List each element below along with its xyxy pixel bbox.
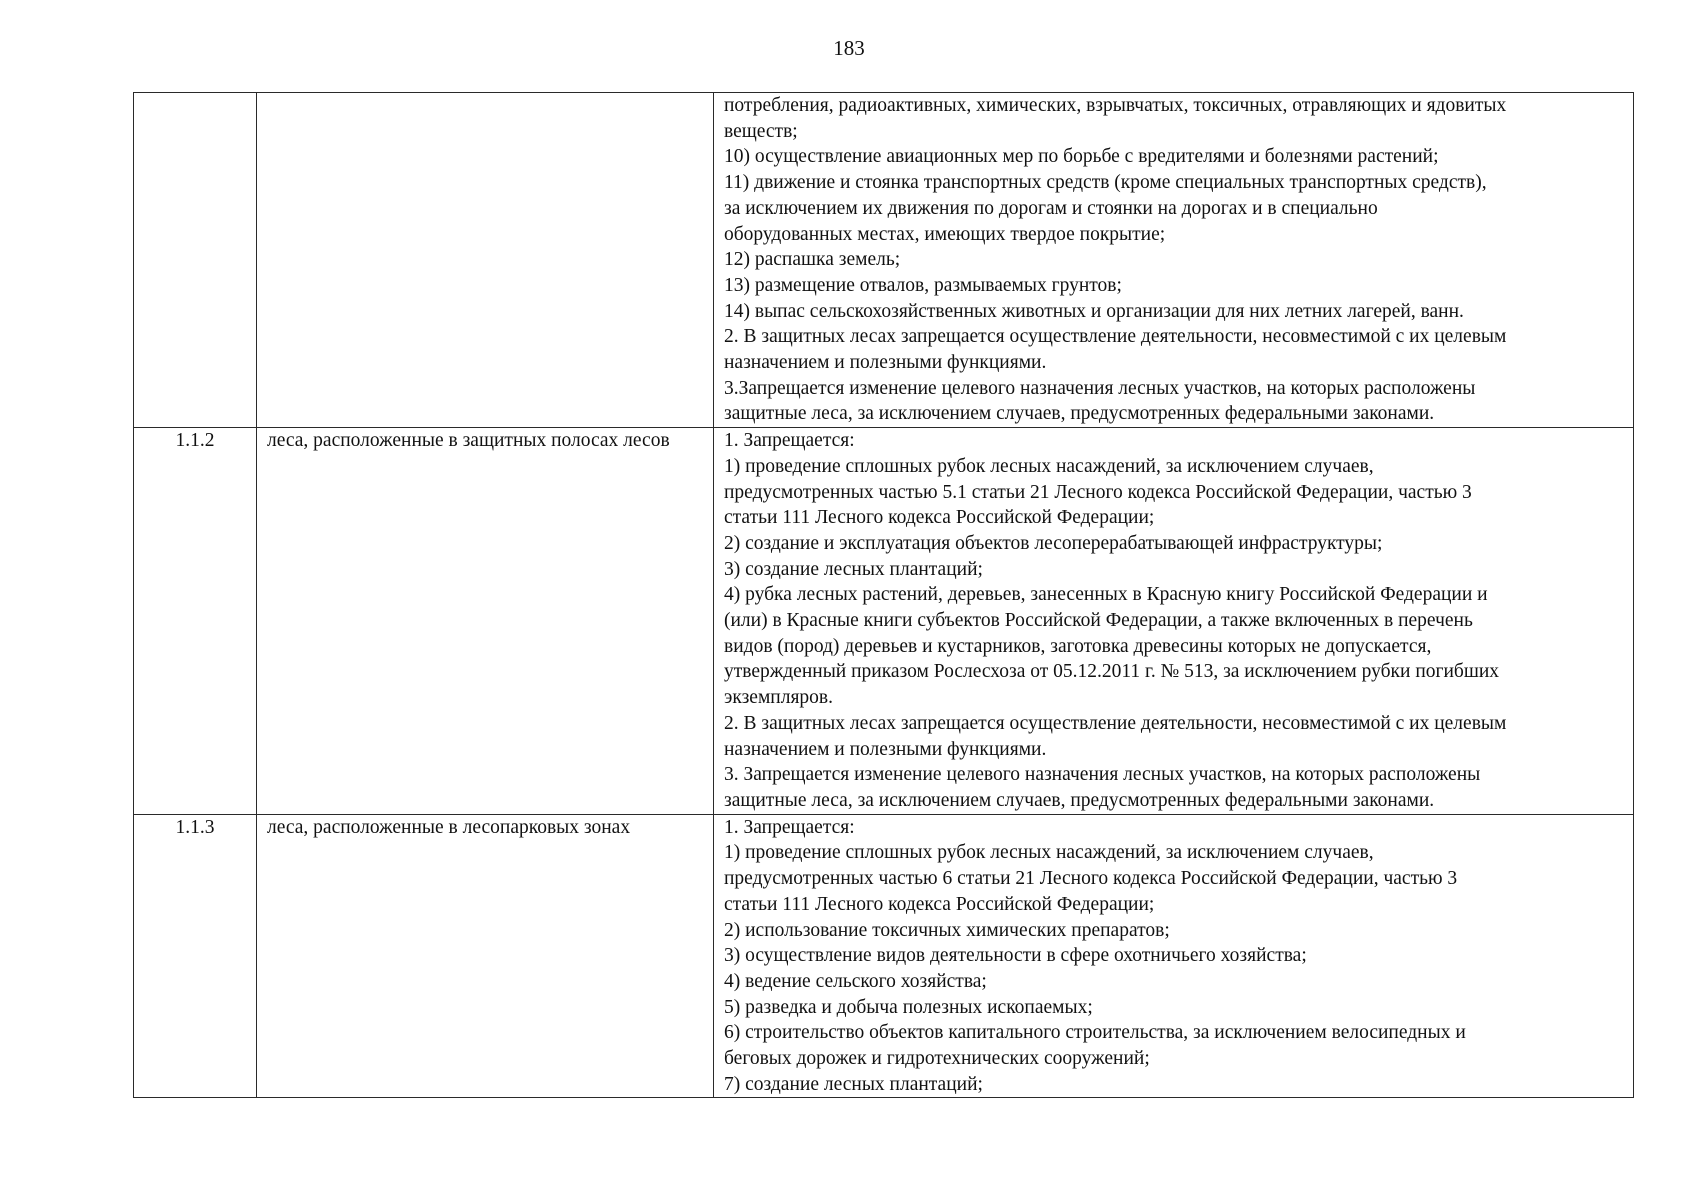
row-number-cell: 1.1.2 [134,428,257,815]
row-number-cell: 1.1.3 [134,814,257,1098]
restriction-line: 3.Запрещается изменение целевого назначения лесных участков, на которых расположены [724,377,1476,399]
restriction-line: 1) проведение сплошных рубок лесных насаждений, за исключением случаев, [724,842,1374,864]
restriction-line: видов (пород) деревьев и кустарников, заготовка древесины которых не допускается, [724,635,1432,657]
restriction-line: экземпляров. [724,687,834,709]
forest-category-cell: леса, расположенные в защитных полосах лесов [257,428,714,815]
restrictions-cell [714,428,1634,815]
restriction-line: предусмотренных частью 5.1 статьи 21 Лесного кодекса Российской Федерации, частью 3 [724,481,1472,503]
restriction-line: утвержденный приказом Рослесхоза от 05.12.2011 г. № 513, за исключением рубки погибших [724,661,1500,683]
restriction-line: 5) разведка и добыча полезных ископаемых; [724,996,1093,1018]
restriction-line: 12) распашка земель; [724,249,901,271]
restriction-line: 2) создание и эксплуатация объектов лесоперерабатывающей инфраструктуры; [724,532,1383,554]
restriction-line: защитные леса, за исключением случаев, предусмотренных федеральными законами. [724,403,1435,425]
restriction-line: беговых дорожек и гидротехнических сооружений; [724,1048,1150,1070]
restriction-line: 1. Запрещается: [724,816,855,838]
restriction-line: 2. В защитных лесах запрещается осуществление деятельности, несовместимой с их целевым [724,326,1507,348]
restriction-line: 6) строительство объектов капитального строительства, за исключением велосипедных и [724,1022,1466,1044]
regulations-table [133,92,1634,1098]
restrictions-cell [714,93,1634,428]
restriction-line: 11) движение и стоянка транспортных средств (кроме специальных транспортных средств), [724,172,1487,194]
restriction-line: назначением и полезными функциями. [724,738,1047,760]
restriction-line: статьи 111 Лесного кодекса Российской Федерации; [724,893,1155,915]
restriction-line: 14) выпас сельскохозяйственных животных и организации для них летних лагерей, ванн. [724,300,1464,322]
forest-category-cell: леса, расположенные в лесопарковых зонах [257,814,714,1098]
restriction-line: (или) в Красные книги субъектов Российской Федерации, а также включенных в перечень [724,610,1473,632]
restriction-line: 3. Запрещается изменение целевого назначения лесных участков, на которых расположены [724,764,1481,786]
restriction-line: за исключением их движения по дорогам и стоянки на дорогах и в специально [724,197,1378,219]
restrictions-cell [714,814,1634,1098]
restriction-line: 3) осуществление видов деятельности в сфере охотничьего хозяйства; [724,945,1307,967]
restriction-line: веществ; [724,120,798,142]
restriction-line: оборудованных местах, имеющих твердое покрытие; [724,223,1166,245]
restriction-line: 4) ведение сельского хозяйства; [724,970,987,992]
forest-category-cell [257,93,714,428]
row-number-cell [134,93,257,428]
restriction-line: защитные леса, за исключением случаев, предусмотренных федеральными законами. [724,789,1435,811]
page-number: 183 [833,36,865,60]
restriction-line: 10) осуществление авиационных мер по борьбе с вредителями и болезнями растений; [724,146,1439,168]
table-row [134,814,1634,1098]
restriction-line: 2. В защитных лесах запрещается осуществление деятельности, несовместимой с их целевым [724,712,1507,734]
restriction-line: статьи 111 Лесного кодекса Российской Федерации; [724,507,1155,529]
table-row [134,428,1634,815]
restriction-line: 13) размещение отвалов, размываемых грунтов; [724,274,1122,296]
restriction-line: 1) проведение сплошных рубок лесных насаждений, за исключением случаев, [724,455,1374,477]
restriction-line: назначением и полезными функциями. [724,352,1047,374]
restriction-line: 1. Запрещается: [724,430,855,452]
restriction-line: 4) рубка лесных растений, деревьев, занесенных в Красную книгу Российской Федерации и [724,584,1488,606]
table-body [134,93,1634,1098]
restriction-line: 7) создание лесных плантаций; [724,1073,983,1095]
restriction-line: 3) создание лесных плантаций; [724,558,983,580]
table-row [134,93,1634,428]
restriction-line: 2) использование токсичных химических препаратов; [724,919,1170,941]
restriction-line: предусмотренных частью 6 статьи 21 Лесного кодекса Российской Федерации, частью 3 [724,868,1458,890]
restriction-line: потребления, радиоактивных, химических, взрывчатых, токсичных, отравляющих и ядовитых [724,95,1507,116]
